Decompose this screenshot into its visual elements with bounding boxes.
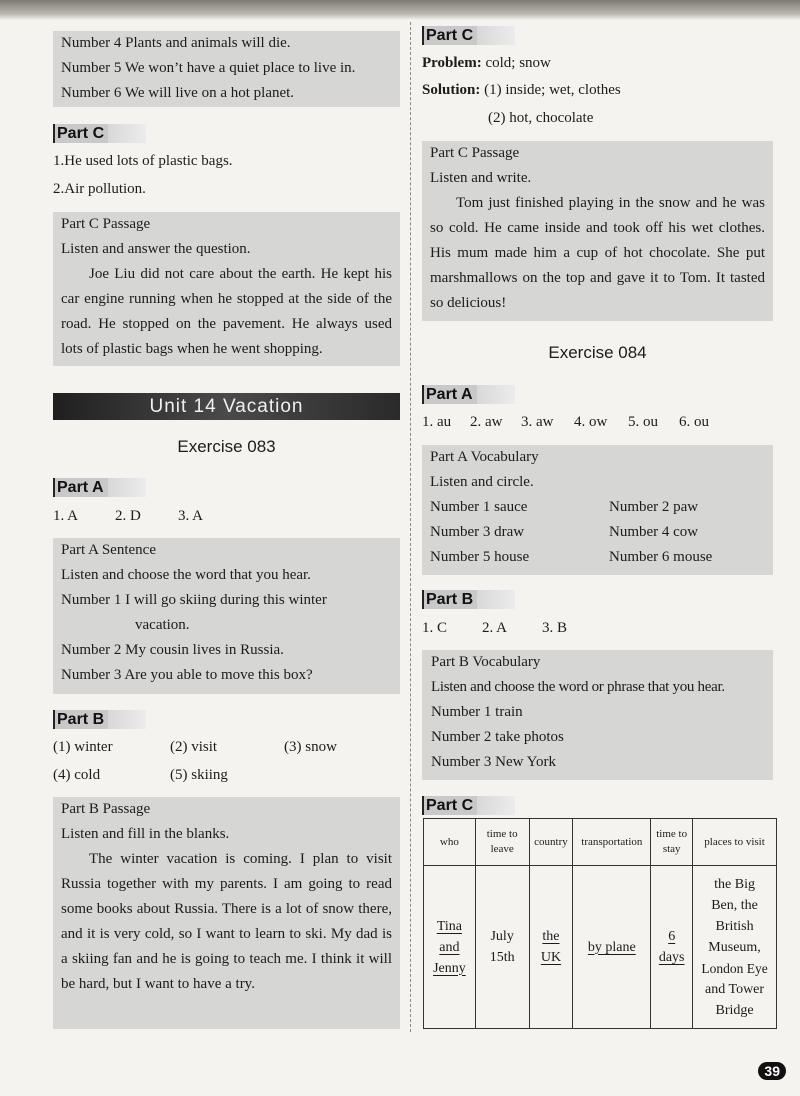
sentence-title: Part A Sentence (61, 542, 156, 558)
problem-line (422, 51, 551, 76)
left-partC-answer-1: 1.He used lots of plastic bags. (53, 153, 233, 169)
cell-line: Ben, the (711, 897, 758, 913)
left-partC-answer-2: 2.Air pollution. (53, 181, 146, 197)
left-partB-answer: (5) skiing (170, 767, 228, 783)
passage-text: The winter vacation is coming. I plan to visit Russia together with my parents. I am going to read some books about Russia. There is a lot of snow there, and it is very cold, so I want to learn to ski. My dad is a skiing fan and he is going to teach me. I think it will be hard, but I want to have a try. (61, 851, 392, 992)
sentence-n3: Number 3 Are you able to move this box? (61, 667, 313, 683)
exercise-083-title: Exercise 083 (177, 437, 276, 456)
page-number: 39 (758, 1062, 786, 1080)
passage-title: Part B Passage (61, 801, 151, 817)
cell-line: days (658, 950, 685, 965)
left-partA-sentence-box (53, 538, 400, 694)
left-partB-tag: Part B (53, 710, 108, 729)
vocab-item: Number 3 draw (430, 524, 525, 540)
right-partA-answer: 1. au (422, 414, 452, 430)
vocab-item: Number 1 sauce (430, 499, 528, 515)
cell-line: London Eye (701, 960, 768, 976)
right-partB-vocab-box (422, 650, 773, 780)
solution-1: (1) inside; wet, clothes (484, 82, 621, 98)
cell-line: UK (540, 950, 562, 965)
left-partC-passage-box (53, 212, 400, 366)
table-row (424, 866, 777, 1029)
table-header: time to leave (475, 819, 529, 866)
solution-2: (2) hot, chocolate (488, 110, 594, 126)
cell-line: Tina (436, 918, 462, 934)
cell-line: British (715, 918, 754, 934)
passage-title: Part C Passage (61, 216, 151, 232)
right-partA-answer: 3. aw (521, 414, 554, 430)
box-line: Number 6 We will live on a hot planet. (61, 85, 295, 101)
right-partA-answer: 2. aw (470, 414, 503, 430)
left-partC-tag: Part C (53, 124, 108, 143)
solution-line (422, 78, 621, 103)
table-header: time to stay (651, 819, 693, 866)
table-header: who (424, 819, 476, 866)
left-partB-answer: (3) snow (284, 739, 337, 755)
cell-country (529, 866, 573, 1029)
cell-line: the Big (714, 876, 755, 892)
left-partA-answer: 1. A (53, 508, 79, 524)
problem-text: cold; snow (485, 55, 551, 71)
vocab-item: Number 1 train (431, 704, 523, 720)
cell-transport (573, 866, 651, 1029)
cell-time (475, 866, 529, 1029)
cell-stay (651, 866, 693, 1029)
cell-who (424, 866, 476, 1029)
vocab-title: Part A Vocabulary (430, 449, 539, 465)
left-partA-tag: Part A (53, 478, 108, 497)
cell-line: 6 (668, 929, 676, 944)
box-line: Number 4 Plants and animals will die. (61, 35, 291, 51)
problem-label: Problem: (422, 55, 482, 71)
vocab-grid (430, 495, 765, 570)
right-partA-answer: 5. ou (628, 414, 658, 430)
page-top-edge (0, 0, 800, 20)
vacation-table (423, 818, 777, 1029)
sentence-n1: Number 1 I will go skiing during this winter (61, 592, 327, 608)
cell-line: the (542, 929, 560, 944)
sentence-instruction: Listen and choose the word that you hear. (61, 567, 311, 583)
column-divider (410, 22, 411, 1032)
cell-line: July (490, 929, 514, 944)
left-partB-answer: (1) winter (53, 739, 113, 755)
vocab-item: Number 2 paw (609, 499, 699, 515)
sentence-n1-cont: vacation. (135, 617, 190, 633)
exercise-084-title: Exercise 084 (548, 343, 647, 362)
cell-line: by plane (587, 939, 636, 955)
left-partB-passage-box (53, 797, 400, 1029)
vocab-item: Number 3 New York (431, 754, 556, 770)
right-partC-tag: Part C (422, 26, 477, 45)
left-partB-answer: (4) cold (53, 767, 101, 783)
cell-places (693, 866, 777, 1029)
cell-line: and Tower (705, 981, 765, 997)
vocab-item: Number 5 house (430, 549, 530, 565)
right-partA-vocab-box (422, 445, 773, 575)
vocab-instruction: Listen and choose the word or phrase that you hear. (431, 679, 725, 695)
vocab-item: Number 2 take photos (431, 729, 564, 745)
left-partA-answer: 2. D (115, 508, 141, 524)
cell-line: Bridge (715, 1002, 754, 1018)
left-top-answer-box (53, 31, 400, 107)
passage-instruction: Listen and answer the question. (61, 241, 251, 257)
table-header: places to visit (693, 819, 777, 866)
solution-label: Solution: (422, 82, 481, 98)
vocab-instruction: Listen and circle. (430, 474, 534, 490)
right-partB-answer: 2. A (482, 620, 508, 636)
box-line: Number 5 We won’t have a quiet place to live in. (61, 60, 356, 76)
cell-line: 15th (489, 950, 515, 965)
passage-instruction: Listen and fill in the blanks. (61, 826, 230, 842)
right-partB-answer: 3. B (542, 620, 568, 636)
table-header-row (424, 819, 777, 866)
left-partB-answer: (2) visit (170, 739, 218, 755)
unit-title-bar: Unit 14 Vacation (53, 393, 400, 420)
vocab-title: Part B Vocabulary (431, 654, 541, 670)
passage-text: Joe Liu did not care about the earth. He kept his car engine running when he stopped at the side of the road. He stopped on the pavement. He always used lots of plastic bags when he went shopping. (61, 266, 392, 357)
cell-line: Jenny (433, 960, 466, 976)
vocab-item: Number 6 mouse (609, 549, 713, 565)
table-header: transportation (573, 819, 651, 866)
right-partC2-tag: Part C (422, 796, 477, 815)
passage-text: Tom just finished playing in the snow and he was so cold. He came inside and took off his wet clothes. His mum made him a cup of hot chocolate. She put marshmallows on the top and gave it to Tom. It tasted so delicious! (430, 195, 765, 311)
right-partA-tag: Part A (422, 385, 477, 404)
cell-line: Museum, (708, 939, 761, 955)
right-partA-answer: 4. ow (574, 414, 608, 430)
sentence-n2: Number 2 My cousin lives in Russia. (61, 642, 284, 658)
table-header: country (529, 819, 573, 866)
vocab-item: Number 4 cow (609, 524, 699, 540)
cell-line: and (439, 939, 460, 955)
right-partB-tag: Part B (422, 590, 477, 609)
right-partC-passage-box (422, 141, 773, 321)
right-partB-answer: 1. C (422, 620, 448, 636)
right-partA-answer: 6. ou (679, 414, 709, 430)
left-partA-answer: 3. A (178, 508, 204, 524)
passage-instruction: Listen and write. (430, 170, 532, 186)
passage-title: Part C Passage (430, 145, 520, 161)
